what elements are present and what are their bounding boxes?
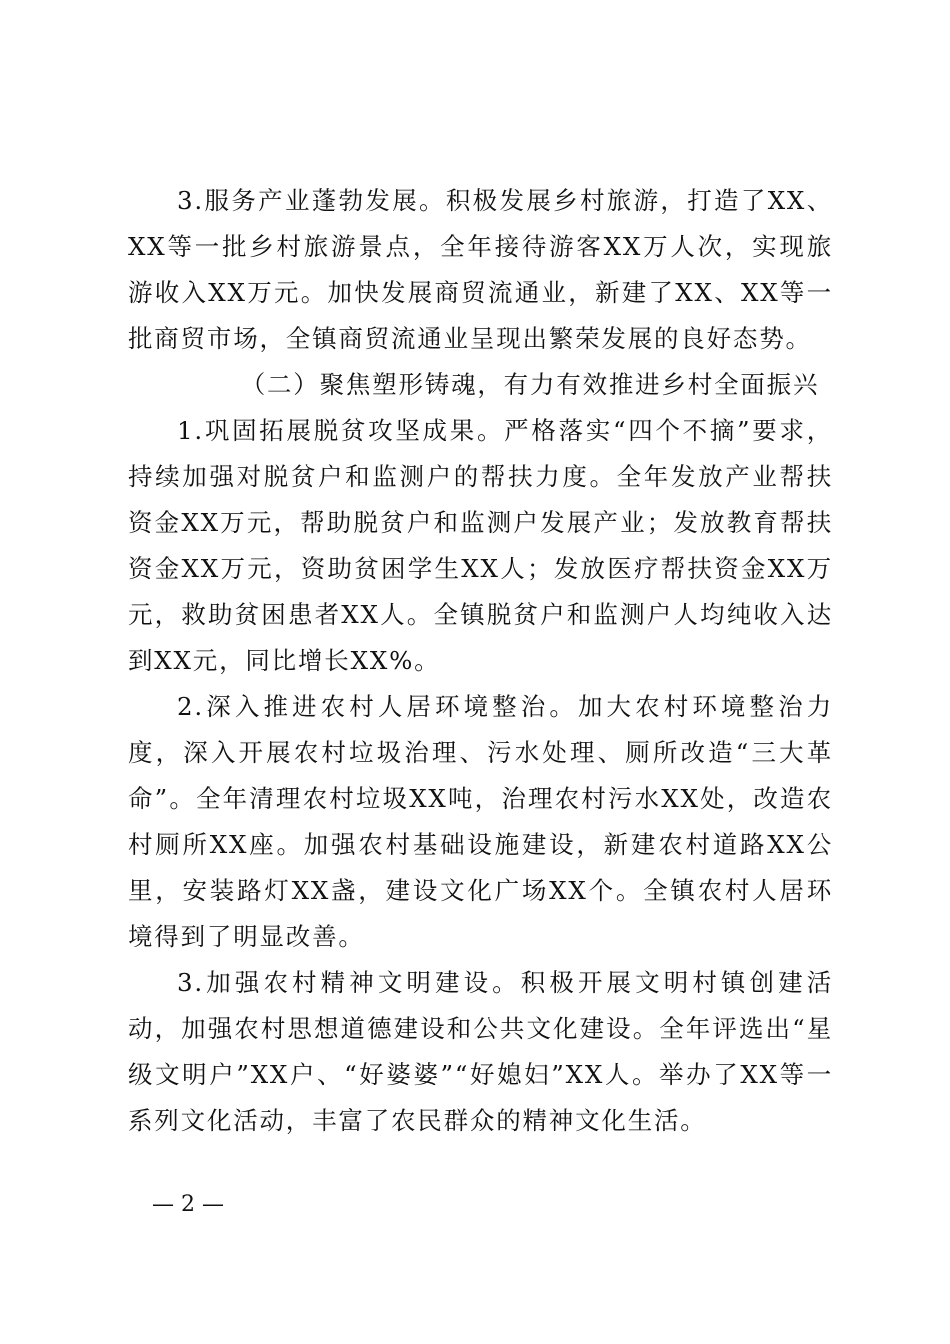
paragraph-poverty-alleviation: 1.巩固拓展脱贫攻坚成果。严格落实“四个不摘”要求，持续加强对脱贫户和监测户的帮扶力度。全年发放产业帮扶资金XX万元，帮助脱贫户和监测户发展产业；发放教育帮扶资金XX万元，资助贫困学生XX人；发放医疗帮扶资金XX万元，救助贫困患者XX人。全镇脱贫户和监测户人均纯收入达到XX元，同比增长XX%。 bbox=[128, 416, 833, 675]
section-heading: （二）聚焦塑形铸魂，有力有效推进乡村全面振兴 bbox=[240, 370, 820, 399]
paragraph-spiritual-civilization: 3.加强农村精神文明建设。积极开展文明村镇创建活动，加强农村思想道德建设和公共文化建设。全年评选出“星级文明户”XX户、“好婆婆”“好媳妇”XX人。举办了XX等一系列文化活动，丰富了农民群众的精神文化生活。 bbox=[128, 968, 833, 1135]
paragraph-rural-environment: 2.深入推进农村人居环境整治。加大农村环境整治力度，深入开展农村垃圾治理、污水处理、厕所改造“三大革命”。全年清理农村垃圾XX吨，治理农村污水XX处，改造农村厕所XX座。加强农村基础设施建设，新建农村道路XX公里，安装路灯XX盏，建设文化广场XX个。全镇农村人居环境得到了明显改善。 bbox=[128, 692, 833, 951]
page-number: — 2 — bbox=[152, 1192, 224, 1217]
paragraph-service-industry: 3.服务产业蓬勃发展。积极发展乡村旅游，打造了XX、XX等一批乡村旅游景点，全年接待游客XX万人次，实现旅游收入XX万元。加快发展商贸流通业，新建了XX、XX等一批商贸市场，全镇商贸流通业呈现出繁荣发展的良好态势。 bbox=[128, 186, 833, 353]
document-body bbox=[128, 178, 833, 1144]
